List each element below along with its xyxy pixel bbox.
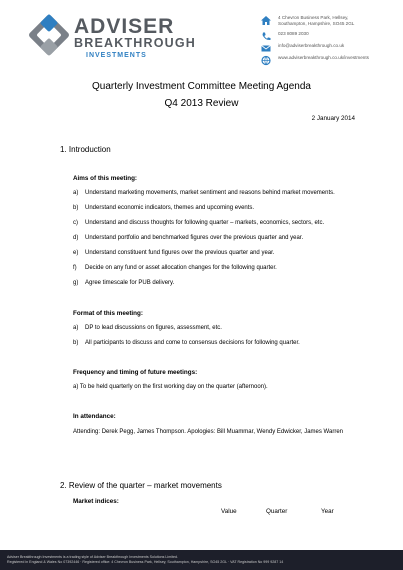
frequency-heading: Frequency and timing of future meetings: [73, 369, 198, 376]
format-heading: Format of this meeting: [73, 310, 143, 317]
list-item [73, 205, 254, 211]
attendance-heading: In attendance: [73, 413, 116, 420]
website-link[interactable]: www.adviserbreakthrough.co.uk/investments [278, 55, 369, 60]
contact-website-row [260, 55, 400, 67]
list-letter: f) [73, 265, 77, 271]
list-item [73, 265, 277, 271]
address-line1: 4 Chevron Business Park, Hellsey, [278, 15, 349, 20]
list-item [73, 340, 300, 346]
email-icon [260, 43, 272, 54]
list-letter: g) [73, 280, 79, 286]
list-text: Decide on any fund or asset allocation changes for the following quarter. [85, 265, 277, 271]
page-footer [0, 550, 403, 570]
column-header-quarter: Quarter [266, 508, 288, 515]
list-item [73, 190, 335, 196]
list-letter: d) [73, 235, 79, 241]
list-item [73, 220, 324, 226]
section-heading-review: 2. Review of the quarter – market movements [60, 481, 222, 490]
frequency-text: a) To be held quarterly on the first working day on the quarter (afternoon). [73, 384, 268, 390]
footer-line1: Adviser Breakthrough Investments is a trading style of Adviser Breakthrough Investments Solutions Limited. [7, 555, 178, 559]
aims-heading: Aims of this meeting: [73, 175, 138, 182]
list-item [73, 235, 303, 241]
contact-address-row [260, 15, 400, 31]
column-header-value: Value [221, 508, 237, 515]
document-date: 2 January 2014 [311, 115, 355, 122]
globe-icon [260, 55, 272, 66]
company-logo [26, 12, 226, 62]
list-text: All participants to discuss and come to consensus decisions for following quarter. [85, 340, 300, 346]
section-heading-introduction: 1. Introduction [60, 145, 111, 154]
column-header-year: Year [321, 508, 334, 515]
attendance-text: Attending: Derek Pegg, James Thompson. Apologies: Bill Muammar, Wendy Edwicker, James Warren [73, 429, 344, 435]
contact-email-row [260, 43, 400, 55]
list-letter: b) [73, 340, 79, 346]
contact-block [260, 15, 400, 67]
document-title: Quarterly Investment Committee Meeting Agenda [92, 81, 311, 92]
brand-name-line3: INVESTMENTS [86, 52, 147, 59]
list-letter: b) [73, 205, 79, 211]
document-subtitle: Q4 2013 Review [164, 98, 239, 109]
list-text: DP to lead discussions on figures, assessment, etc. [85, 325, 222, 331]
list-text: Understand portfolio and benchmarked figures over the previous quarter and year. [85, 235, 304, 241]
list-text: Understand and discuss thoughts for following quarter – markets, economics, sectors, etc. [85, 220, 325, 226]
email-link[interactable]: info@adviserbreakthrough.co.uk [278, 43, 345, 48]
list-letter: a) [73, 190, 79, 196]
list-letter: a) [73, 325, 79, 331]
list-item [73, 280, 174, 286]
footer-line2: Registered in England & Wales No 07392446 · Registered office: 4 Chevron Business Park, Hellsey, Southampton, Hampshire, SO45 2GL · VAT Registration No 999 9287 14 [7, 560, 284, 564]
list-text: Agree timescale for PUB delivery. [85, 280, 175, 286]
list-text: Understand economic indicators, themes and upcoming events. [85, 205, 255, 211]
phone-icon [260, 31, 272, 42]
list-text: Understand constituent fund figures over the previous quarter and year. [85, 250, 275, 256]
list-letter: c) [73, 220, 78, 226]
logo-diamond-icon [26, 12, 72, 58]
brand-name-line1: ADVISER [74, 15, 175, 38]
market-indices-heading: Market indices: [73, 498, 119, 505]
address-line2: Southampton, Hampshire, SO45 2GL [278, 20, 355, 26]
list-item [73, 325, 222, 331]
list-text: Understand marketing movements, market sentiment and reasons behind market movements. [85, 190, 335, 196]
list-letter: e) [73, 250, 79, 256]
phone-number: 023 8089 2030 [278, 31, 309, 36]
home-icon [260, 15, 272, 26]
list-item [73, 250, 274, 256]
brand-name-line2: BREAKTHROUGH [74, 36, 197, 50]
contact-phone-row [260, 31, 400, 43]
